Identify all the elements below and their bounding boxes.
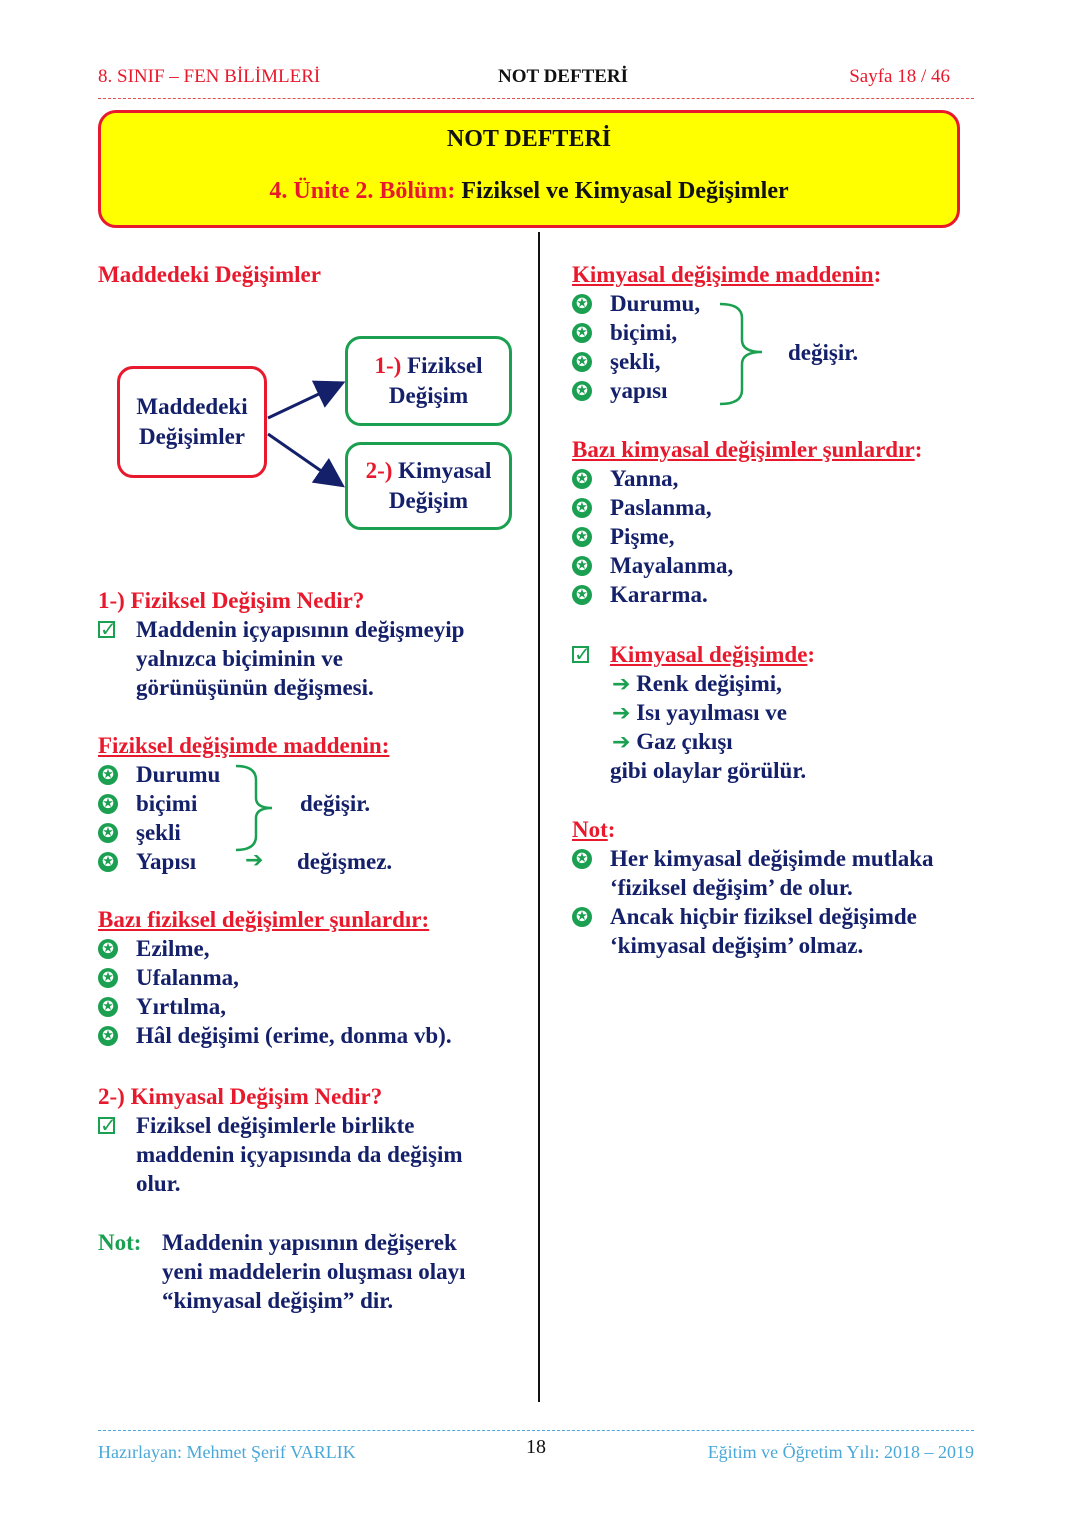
list-item: ➔ Renk değişimi, [612,671,782,697]
check-icon [98,1117,115,1134]
list-item: ✪ Yırtılma, [98,992,226,1021]
q1-line: ✓ Maddenin içyapısının değişmeyip [98,615,464,644]
list-item: ✪ Kararma. [572,580,708,609]
footer-page: 18 [526,1436,546,1458]
list-item: ✪ Paslanma, [572,493,712,522]
arrow-right-icon: ➔ [612,730,631,755]
brace-icon [716,300,786,410]
list-item: ✪ Mayalanma, [572,551,733,580]
chemical-changes-label: değişir. [788,340,859,365]
list-item: ✪ Ufalanma, [98,963,239,992]
physical-not-changes-label: değişmez. [297,849,393,874]
check-icon [98,621,115,638]
star-icon: ✪ [98,968,118,988]
arrow-to-physical [268,384,340,418]
physical-changes-label: değişir. [300,791,371,816]
header-subject: 8. SINIF – FEN BİLİMLERİ [98,66,321,87]
note-item: ✪ Ancak hiçbir fiziksel değişimde [572,902,917,931]
list-item: ✪ biçimi [98,789,197,818]
list-item: ✪ şekli [98,818,181,847]
title-main: NOT DEFTERİ [446,126,612,152]
diagram-physical-word: Fiziksel [407,353,483,378]
q2-line: maddenin içyapısında da değişim [136,1142,463,1167]
title-unit [98,178,960,205]
diagram-physical-num: 1-) [374,353,402,378]
section-title: Maddedeki Değişimler [98,262,321,287]
star-icon: ✪ [572,352,592,372]
star-icon: ✪ [98,852,118,872]
star-icon: ✪ [572,556,592,576]
q2-line: olur. [136,1171,181,1196]
diagram-physical-box [345,336,512,426]
list-item: ✪ Durumu [98,760,220,789]
star-icon: ✪ [98,997,118,1017]
list-item: ✪ biçimi, [572,318,677,347]
q1-line: görünüşünün değişmesi. [136,675,374,700]
diagram-arrows [260,370,360,500]
diagram-chemical-word: Kimyasal [398,458,492,483]
note-line: Maddenin yapısının değişerek [162,1230,457,1255]
list-item: ✪ Durumu, [572,289,700,318]
chemical-properties-title: Kimyasal değişimde maddenin: [572,262,882,287]
brace-icon [232,764,282,852]
observations-end: gibi olaylar görülür. [610,758,807,783]
note-item-line2: ‘kimyasal değişim’ olmaz. [610,933,864,958]
star-icon: ✪ [98,939,118,959]
footer-divider [98,1430,974,1431]
list-item: ✪ Pişme, [572,522,675,551]
list-item: ✪ yapısı [572,376,668,405]
star-icon: ✪ [98,765,118,785]
q2-title: 2-) Kimyasal Değişim Nedir? [98,1084,383,1109]
chemical-examples-title: Bazı kimyasal değişimler şunlardır: [572,437,923,462]
star-icon: ✪ [572,527,592,547]
star-icon: ✪ [572,381,592,401]
column-divider [538,232,540,1402]
physical-properties-title: Fiziksel değişimde maddenin: [98,733,390,758]
star-icon: ✪ [98,1026,118,1046]
note-item-line2: ‘fiziksel değişim’ de olur. [610,875,853,900]
star-icon: ✪ [572,294,592,314]
star-icon: ✪ [98,823,118,843]
footer-year: Eğitim ve Öğretim Yılı: 2018 – 2019 [707,1442,974,1462]
check-icon [572,646,589,663]
note-item: ✪ Her kimyasal değişimde mutlaka [572,844,934,873]
star-icon: ✪ [572,498,592,518]
arrow-to-chemical [268,434,340,484]
right-note-title: Not: [572,817,616,842]
header-title: NOT DEFTERİ [498,66,629,87]
list-item: ➔ Isı yayılması ve [612,700,787,726]
q1-title: 1-) Fiziksel Değişim Nedir? [98,588,365,613]
diagram-source-line1: Maddedeki [136,394,248,419]
diagram-chemical-num: 2-) [365,458,393,483]
arrow-right-icon: ➔ [612,672,631,697]
title-unit-prefix: 4. Ünite 2. Bölüm: [269,178,456,204]
list-item: ✪ Yapısı [98,847,196,876]
list-item: ✪ Yanna, [572,464,678,493]
physical-examples-title: Bazı fiziksel değişimler şunlardır: [98,907,430,932]
star-icon: ✪ [572,323,592,343]
q1-line: yalnızca biçiminin ve [136,646,343,671]
diagram-chemical-box [345,442,512,530]
note-label: Not: [98,1230,142,1255]
title-unit-name: Fiziksel ve Kimyasal Değişimler [461,178,789,204]
star-icon: ✪ [98,794,118,814]
star-icon: ✪ [572,469,592,489]
diagram-chemical-line2: Değişim [388,488,469,513]
star-icon: ✪ [572,907,592,927]
note-line: “kimyasal değişim” dir. [162,1288,394,1313]
list-item: ✪ şekli, [572,347,660,376]
diagram-physical-line2: Değişim [388,383,469,408]
footer-author: Hazırlayan: Mehmet Şerif VARLIK [98,1442,356,1462]
note-line: yeni maddelerin oluşması olayı [162,1259,466,1284]
diagram-source-box [117,366,267,478]
q2-line: ✓ Fiziksel değişimlerle birlikte [98,1111,415,1140]
star-icon: ✪ [572,849,592,869]
observations-title: ✓ Kimyasal değişimde : [572,640,815,669]
diagram-source-line2: Değişimler [138,424,245,449]
list-item: ➔ Gaz çıkışı [612,729,733,755]
list-item: ✪ Hâl değişimi (erime, donma vb). [98,1021,452,1050]
star-icon: ✪ [572,585,592,605]
arrow-right-icon: ➔ [612,701,631,726]
list-item: ✪ Ezilme, [98,934,209,963]
header-divider [98,98,974,99]
arrow-right-icon: ➔ [245,848,264,873]
header-page-number: Sayfa 18 / 46 [849,66,950,87]
